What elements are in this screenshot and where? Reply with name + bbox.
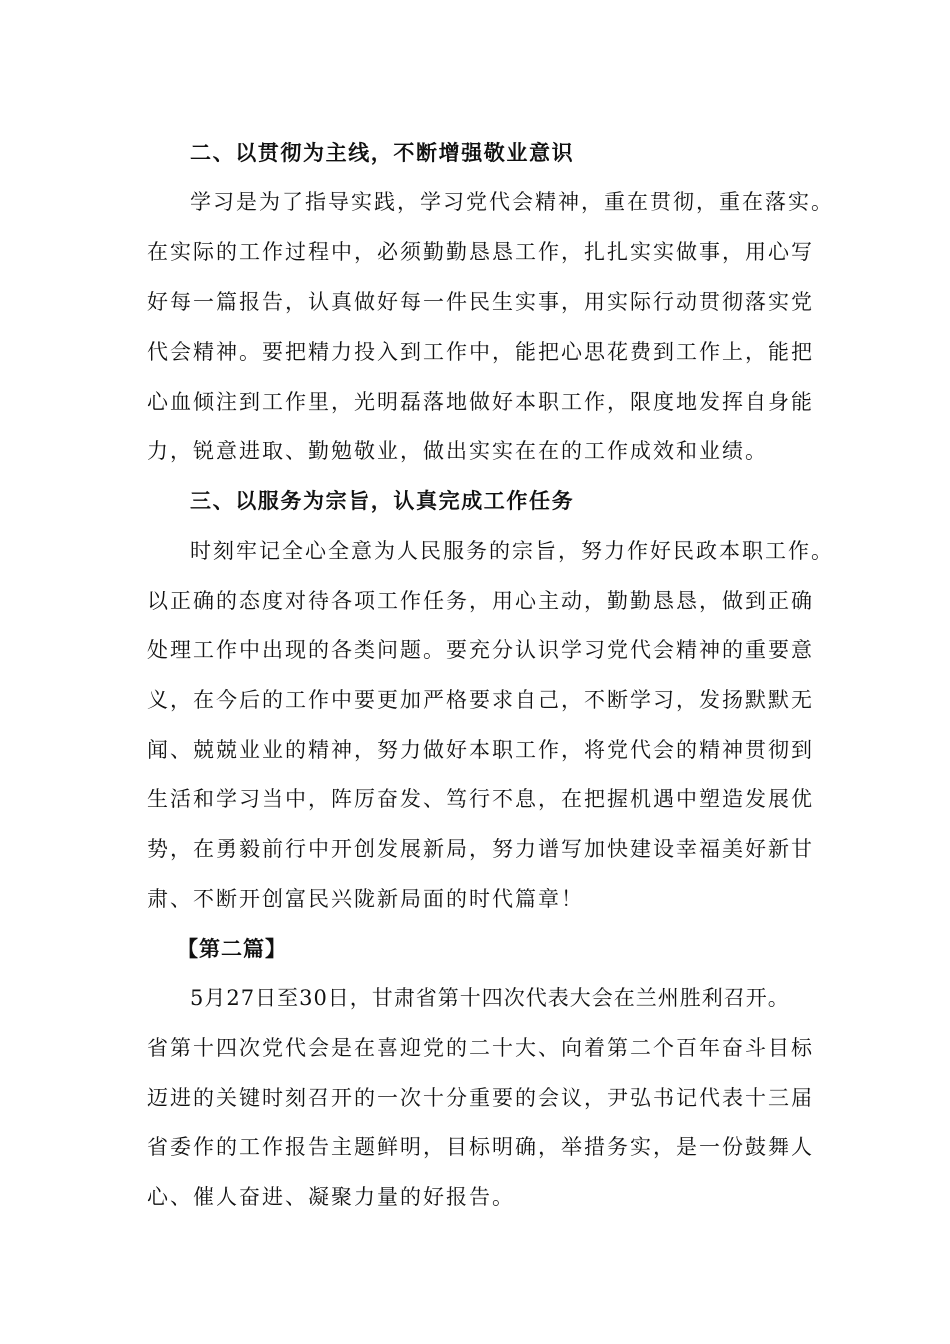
- paragraph-line: 省第十四次党代会是在喜迎党的二十大、向着第二个百年奋斗目标: [147, 1036, 814, 1060]
- paragraph-line: 处理工作中出现的各类问题。要充分认识学习党代会精神的重要意: [147, 638, 814, 662]
- paragraph-line: 以正确的态度对待各项工作任务，用心主动，勤勤恳恳，做到正确: [147, 589, 814, 613]
- paragraph-line: 5月27日至30日，甘肃省第十四次代表大会在兰州胜利召开。: [190, 986, 790, 1010]
- paragraph-line: 闻、兢兢业业的精神，努力做好本职工作，将党代会的精神贯彻到: [147, 738, 814, 762]
- paragraph-line: 在实际的工作过程中，必须勤勤恳恳工作，扎扎实实做事，用心写: [147, 240, 814, 264]
- paragraph-line: 义，在今后的工作中要更加严格要求自己，不断学习，发扬默默无: [147, 688, 814, 712]
- paragraph-line: 肃、不断开创富民兴陇新局面的时代篇章！: [147, 887, 584, 911]
- section-heading-2: 二、以贯彻为主线，不断增强敬业意识: [190, 140, 575, 165]
- part-heading: 【第二篇】: [177, 936, 287, 961]
- section-heading-3: 三、以服务为宗旨，认真完成工作任务: [190, 488, 575, 513]
- paragraph-line: 心血倾注到工作里，光明磊落地做好本职工作，限度地发挥自身能: [147, 390, 814, 414]
- paragraph-line: 时刻牢记全心全意为人民服务的宗旨，努力作好民政本职工作。: [190, 539, 834, 563]
- paragraph-line: 代会精神。要把精力投入到工作中，能把心思花费到工作上，能把: [147, 340, 814, 364]
- paragraph-line: 省委作的工作报告主题鲜明，目标明确，举措务实，是一份鼓舞人: [147, 1135, 814, 1159]
- paragraph-line: 学习是为了指导实践，学习党代会精神，重在贯彻，重在落实。: [190, 190, 834, 214]
- paragraph-line: 生活和学习当中，阵厉奋发、笃行不息，在把握机遇中塑造发展优: [147, 787, 814, 811]
- paragraph-line: 势，在勇毅前行中开创发展新局，努力谱写加快建设幸福美好新甘: [147, 837, 814, 861]
- paragraph-line: 心、催人奋进、凝聚力量的好报告。: [147, 1185, 515, 1209]
- paragraph-line: 好每一篇报告，认真做好每一件民生实事，用实际行动贯彻落实党: [147, 290, 814, 314]
- paragraph-line: 力，锐意进取、勤勉敬业，做出实实在在的工作成效和业绩。: [147, 439, 768, 463]
- paragraph-line: 迈进的关键时刻召开的一次十分重要的会议，尹弘书记代表十三届: [147, 1086, 814, 1110]
